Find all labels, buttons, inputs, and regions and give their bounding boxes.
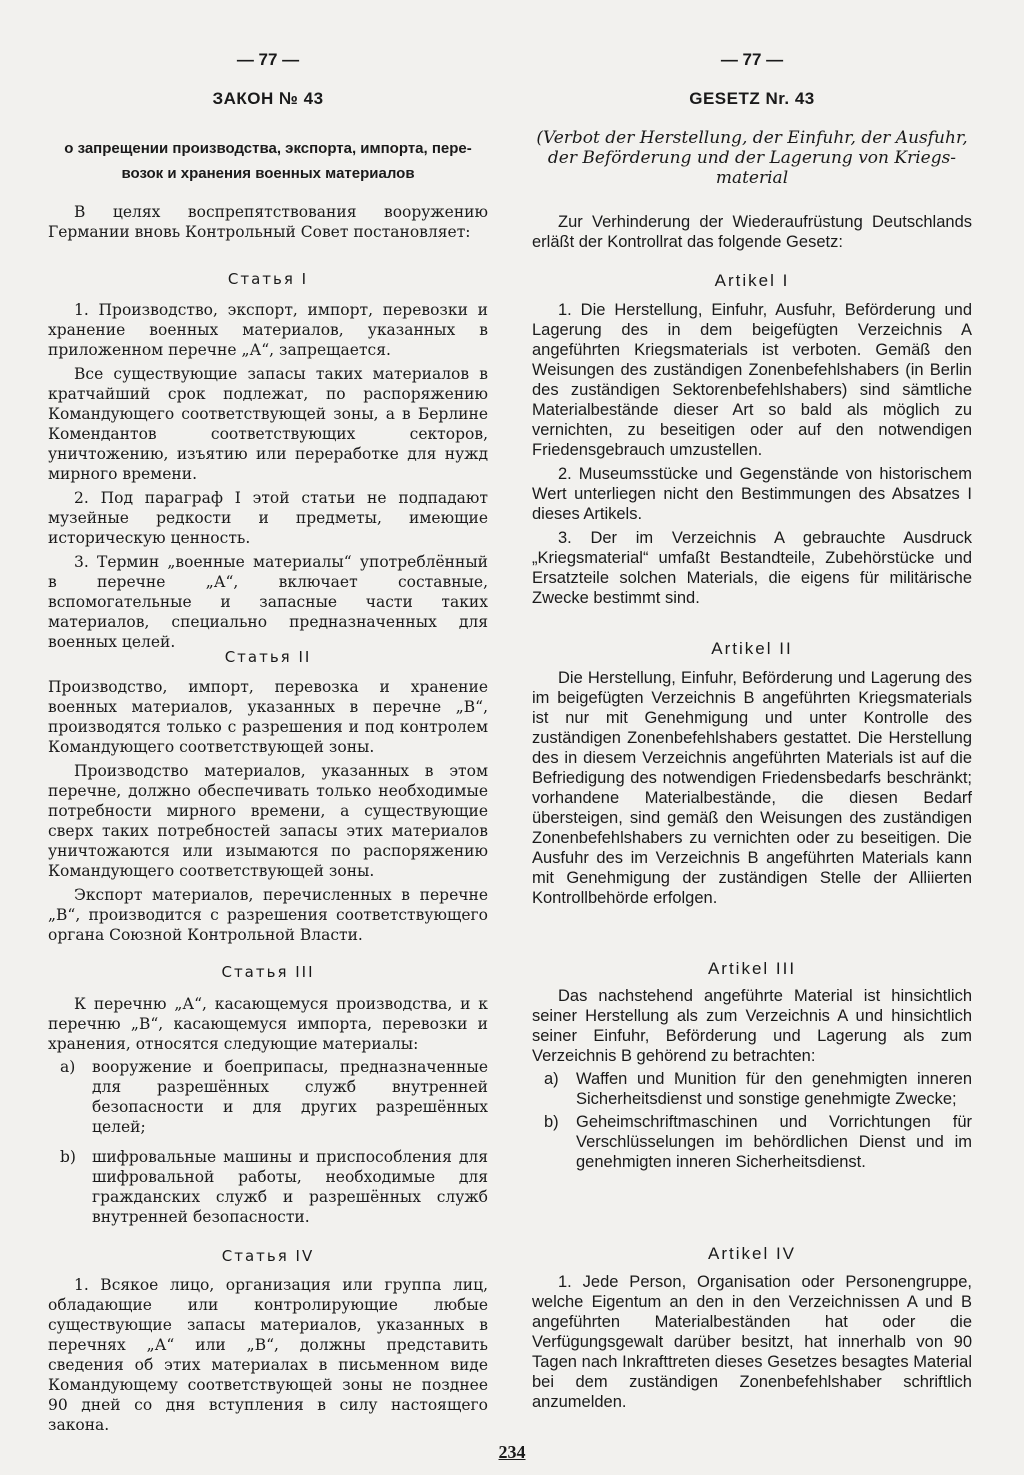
article-heading-ru: Статья IV (221, 1247, 315, 1265)
list-text: шифровальные машины и приспособления для шифровальной работы, необходимые для гражданских служб и разрешённых служб внутренней безопасности. (92, 1148, 488, 1226)
article-heading-de: Artikel III (707, 959, 797, 978)
article-1-de (532, 300, 972, 608)
paragraph: 2. Museumsstücke und Gegenstände von historischem Wert unterliegen nicht den Bestimmungen des Absatzes I dieses Artikels. (532, 465, 972, 523)
subtitle-line: возок и хранения военных материалов (121, 165, 415, 182)
paragraph: 1. Всякое лицо, организация или группа лиц, обладающие или контролирующие любые существующие запасы материалов, указанных в перечнях „А“ или „В“, должны представить сведения об этих материалах в письменном виде Командующему соответствующей зоны не позднее 90 дней со дня вступления в силу настоящего закона. (48, 1276, 488, 1434)
list-item (532, 1112, 972, 1172)
list-item (532, 1069, 972, 1109)
page-footer-number: 234 (498, 1442, 526, 1462)
article-heading-ru: Статья I (227, 270, 309, 288)
paragraph: 3. Термин „военные материалы“ употреблённый в перечне „А“, включает составные, вспомогательные и запасные части таких материалов, специально предназначенных для военных целей. (48, 553, 488, 651)
subtitle-line: material (715, 168, 789, 188)
paragraph: Экспорт материалов, перечисленных в перечне „В“, производится с разрешения соответствующего органа Союзной Контрольной Власти. (48, 886, 488, 944)
law-title-ru: ЗАКОН № 43 (212, 89, 324, 108)
law-subtitle-ru (48, 136, 488, 186)
list-label: b) (544, 1113, 559, 1131)
article-heading-ru: Статья II (224, 648, 312, 666)
intro-ru (48, 202, 488, 242)
article-heading-de: Artikel II (711, 639, 793, 658)
list-text: Geheimschriftmaschinen und Vorrichtungen für Verschlüsselungen im behördlichen Dienst und im genehmigten inneren Sicherheitsdienst. (576, 1113, 972, 1171)
article-3-de (532, 986, 972, 1172)
article-2-de (532, 668, 972, 908)
list-label: a) (60, 1058, 76, 1076)
intro-paragraph: Zur Verhinderung der Wiederaufrüstung Deutschlands erläßt der Kontrollrat das folgende Gesetz: (532, 213, 972, 251)
subtitle-line: (Verbot der Herstellung, der Einfuhr, der Ausfuhr, (536, 128, 968, 148)
article-1-ru (48, 300, 488, 652)
paragraph: 1. Jede Person, Organisation oder Personengruppe, welche Eigentum an den in den Verzeichnissen A und B angeführten Materialbeständen hat oder die Verfügungsgewalt darüber besitzt, hat innerhalb von 90 Tagen nach Inkrafttreten dieses Gesetzes besagtes Material bei dem zuständigen Zonenbefehlshaber schriftlich anzumelden. (532, 1273, 972, 1411)
article-4-de (532, 1272, 972, 1412)
intro-paragraph: В целях воспрепятствования вооружению Германии вновь Контрольный Совет постановляет: (48, 203, 488, 241)
paragraph: К перечню „А“, касающемуся производства, и к перечню „В“, касающемуся импорта, перевозки и хранения, относятся следующие материалы: (48, 995, 488, 1053)
list-label: b) (60, 1148, 76, 1166)
article-heading-ru: Статья III (221, 963, 315, 981)
intro-de (532, 212, 972, 252)
article-2-ru (48, 677, 488, 945)
paragraph: 3. Der im Verzeichnis A gebrauchte Ausdruck „Kriegsmaterial“ umfaßt Bestandteile, Zubehörstücke und Ersatzteile solchen Materials, die eigens für militärische Zwecke bestimmt sind. (532, 529, 972, 607)
article-heading-de: Artikel IV (707, 1244, 797, 1263)
list-label: a) (544, 1070, 559, 1088)
article-4-ru (48, 1275, 488, 1435)
paragraph: Все существующие запасы таких материалов в кратчайший срок подлежат, по распоряжению Командующего соответствующей зоны, а в Берлине Комендантов соответствующих секторов, уничтожению, изъятию или переработке для нужд мирного времени. (48, 365, 488, 483)
paragraph: Производство, импорт, перевозка и хранение военных материалов, указанных в перечне „В“, производятся только с разрешения и под контролем Командующего соответствующей зоны. (48, 678, 488, 756)
subtitle-line: der Beförderung und der Lagerung von Kriegs- (547, 148, 957, 168)
law-subtitle-de (532, 128, 972, 188)
law-title-de: GESETZ Nr. 43 (689, 89, 815, 108)
page-number-ru: — 77 — (236, 50, 300, 69)
paragraph: 1. Die Herstellung, Einfuhr, Ausfuhr, Beförderung und Lagerung des in dem beigefügten Verzeichnis A angeführten Kriegsmaterials ist verboten. Gemäß den Weisungen des zuständigen Zonenbefehlshabers (in Berlin des zuständigen Sektorenbefehlshabers) sind sämtliche Materialbestände dieser Art so bald als möglich zu vernichten, zu beseitigen oder auf den notwendigen Friedensgebrauch umzustellen. (532, 301, 972, 459)
paragraph: Das nachstehend angeführte Material ist hinsichtlich seiner Herstellung als zum Verzeichnis A und hinsichtlich seiner Einfuhr, Beförderung und Lagerung als zum Verzeichnis B gehörend zu betrachten: (532, 987, 972, 1065)
paragraph: Производство материалов, указанных в этом перечне, должно обеспечивать только необходимые потребности мирного времени, а существующие сверх таких потребностей запасы этих материалов уничтожаются или изымаются по распоряжению Командующего соответствующей зоны. (48, 762, 488, 880)
list-text: Waffen und Munition für den genehmigten inneren Sicherheitsdienst und sonstige genehmigte Zwecke; (576, 1070, 972, 1108)
article-heading-de: Artikel I (714, 271, 790, 290)
article-3-ru (48, 994, 488, 1227)
list-item (48, 1057, 488, 1137)
list-item (48, 1147, 488, 1227)
subtitle-line: о запрещении производства, экспорта, импорта, пере- (64, 140, 472, 157)
paragraph: 2. Под параграф I этой статьи не подпадают музейные редкости и предметы, имеющие историческую ценность. (48, 489, 488, 547)
list-text: вооружение и боеприпасы, предназначенные для разрешённых служб внутренней безопасности и для других разрешённых целей; (92, 1058, 488, 1136)
paragraph: 1. Производство, экспорт, импорт, перевозки и хранение военных материалов, указанных в приложенном перечне „А“, запрещается. (48, 301, 488, 359)
paragraph: Die Herstellung, Einfuhr, Beförderung und Lagerung des im beigefügten Verzeichnis B angeführten Kriegsmaterials ist nur mit Genehmigung und unter Kontrolle des zuständigen Zonenbefehlshabers gestattet. Die Herstellung des in diesem Verzeichnis angeführten Materials ist auf die Befriedigung des notwendigen Friedensbedarfs beschränkt; vorhandene Materialbestände, die diesen Bedarf übersteigen, sind gemäß den Weisungen des zuständigen Zonenbefehlshabers zu vernichten oder zu beseitigen. Die Ausfuhr des im Verzeichnis B angeführten Materials kann mit Genehmigung der zuständigen Stelle der Alliierten Kontrollbehörde erfolgen. (532, 669, 972, 907)
page-number-de: — 77 — (720, 50, 784, 69)
